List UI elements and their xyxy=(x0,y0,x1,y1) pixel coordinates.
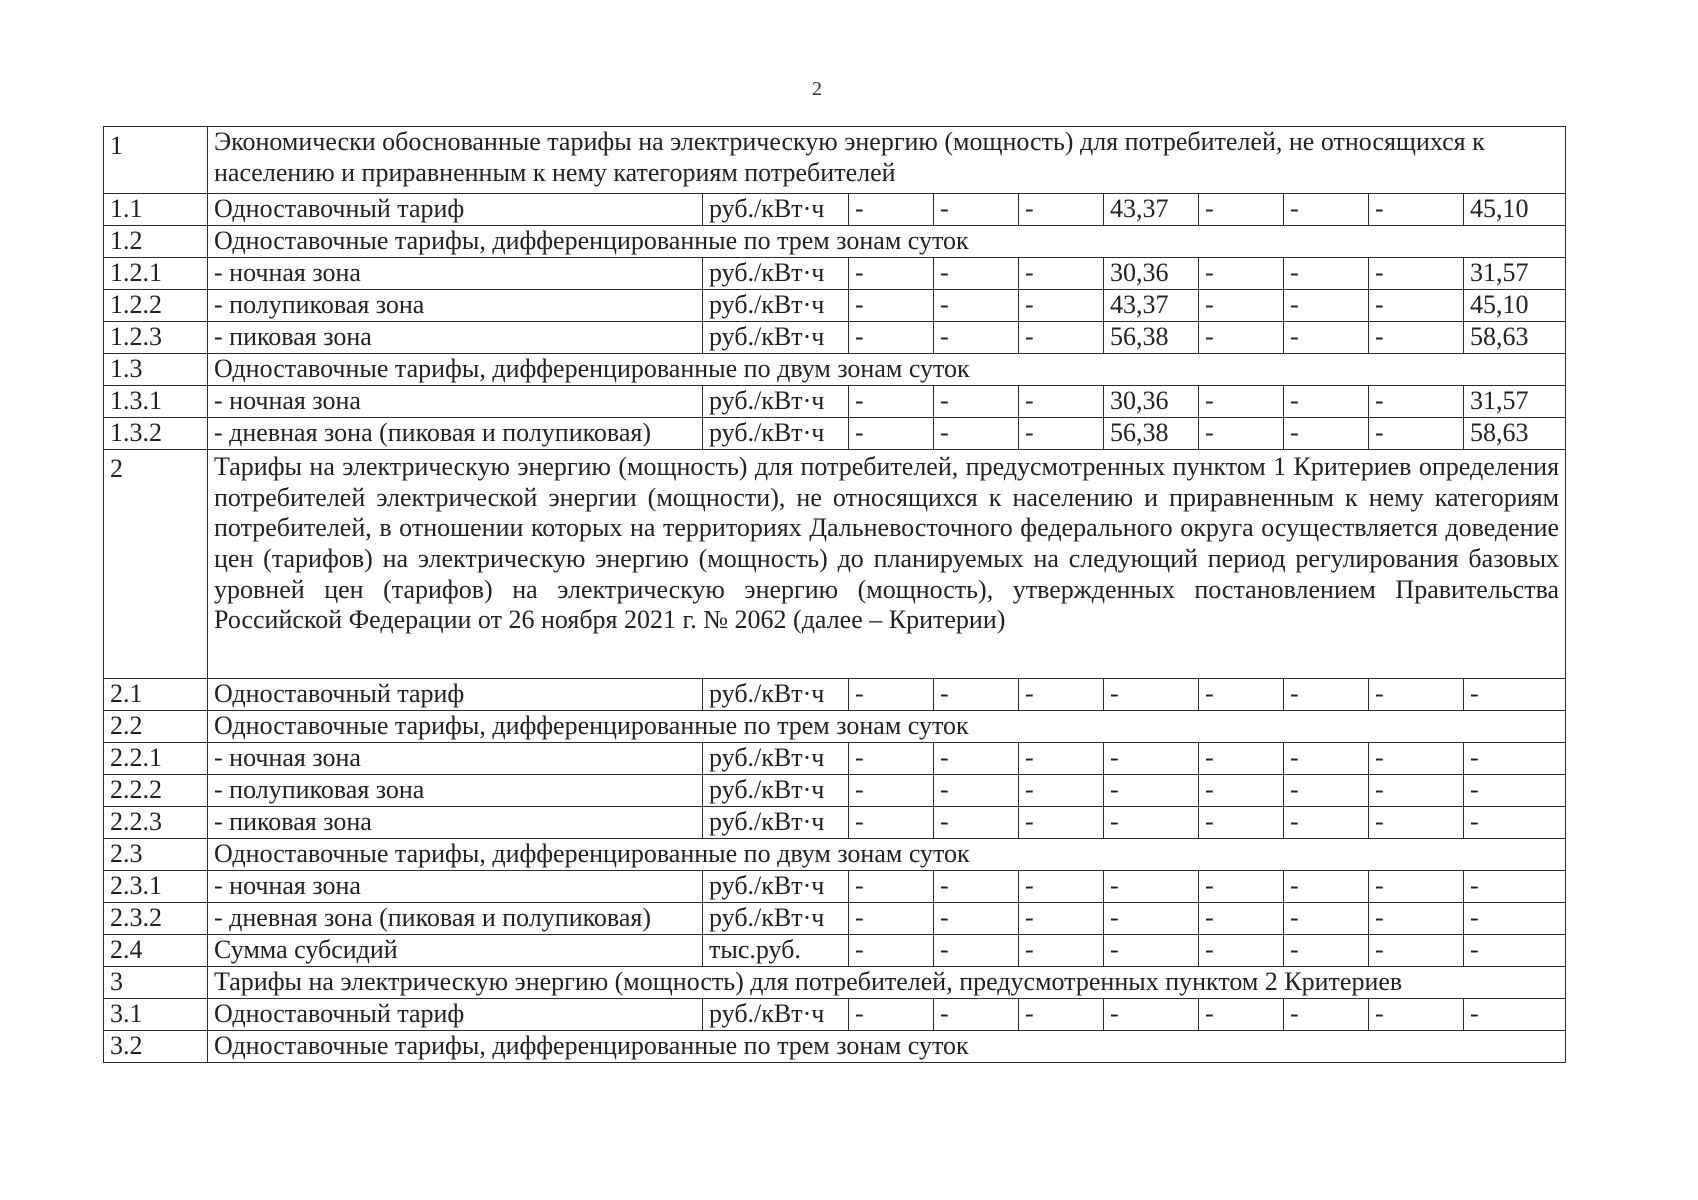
row-code: 1.2.1 xyxy=(104,258,208,290)
tariff-value-cell: - xyxy=(1199,418,1284,450)
tariff-value-cell: - xyxy=(1199,871,1284,903)
tariff-value-cell: - xyxy=(1019,194,1104,226)
row-unit: руб./кВт·ч xyxy=(703,290,849,322)
tariff-value-cell: - xyxy=(1369,903,1464,935)
tariff-value-cell: 58,63 xyxy=(1464,418,1566,450)
tariff-value-cell: - xyxy=(849,386,934,418)
row-unit: руб./кВт·ч xyxy=(703,743,849,775)
row-description: - дневная зона (пиковая и полупиковая) xyxy=(208,418,703,450)
tariff-value-cell: - xyxy=(1199,935,1284,967)
row-unit: руб./кВт·ч xyxy=(703,418,849,450)
tariff-value-cell: - xyxy=(849,290,934,322)
row-code: 2.2.1 xyxy=(104,743,208,775)
tariff-value-cell: - xyxy=(849,418,934,450)
row-unit: руб./кВт·ч xyxy=(703,903,849,935)
tariff-value-cell: - xyxy=(1464,903,1566,935)
row-code: 3 xyxy=(104,967,208,999)
row-code: 1.3.1 xyxy=(104,386,208,418)
table-row xyxy=(104,999,1566,1031)
tariff-value-cell: - xyxy=(1104,807,1199,839)
tariff-value-cell: - xyxy=(1104,743,1199,775)
tariff-value-cell: - xyxy=(1199,679,1284,711)
row-unit: руб./кВт·ч xyxy=(703,871,849,903)
table-row xyxy=(104,903,1566,935)
row-unit: руб./кВт·ч xyxy=(703,807,849,839)
row-code: 1.2.3 xyxy=(104,322,208,354)
page-number: 2 xyxy=(812,78,822,100)
tariff-value-cell: - xyxy=(1284,743,1369,775)
tariff-value-cell: - xyxy=(1104,935,1199,967)
tariff-value-cell: - xyxy=(934,194,1019,226)
row-description: Экономически обоснованные тарифы на электрическую энергию (мощность) для потребителей, не относящихся к населению и приравненным к нему категориям потребителей xyxy=(208,127,1566,194)
table-row xyxy=(104,871,1566,903)
tariff-value-cell: - xyxy=(1464,743,1566,775)
tariff-value-cell: 45,10 xyxy=(1464,194,1566,226)
table-row xyxy=(104,258,1566,290)
row-description: - полупиковая зона xyxy=(208,775,703,807)
table-row xyxy=(104,711,1566,743)
row-code: 2.1 xyxy=(104,679,208,711)
tariff-value-cell: - xyxy=(849,743,934,775)
tariff-value-cell: - xyxy=(849,999,934,1031)
row-description: - ночная зона xyxy=(208,743,703,775)
tariff-value-cell: - xyxy=(1019,807,1104,839)
row-code: 2 xyxy=(104,450,208,679)
tariff-value-cell: 43,37 xyxy=(1104,194,1199,226)
tariff-value-cell: - xyxy=(1284,194,1369,226)
tariff-value-cell: - xyxy=(934,807,1019,839)
row-code: 2.2.3 xyxy=(104,807,208,839)
tariff-value-cell: - xyxy=(1019,322,1104,354)
row-code: 1 xyxy=(104,127,208,194)
tariff-value-cell: - xyxy=(1369,999,1464,1031)
tariff-value-cell: - xyxy=(1019,743,1104,775)
tariff-value-cell: - xyxy=(1019,386,1104,418)
row-code: 3.1 xyxy=(104,999,208,1031)
tariff-table-body xyxy=(104,127,1566,1063)
row-unit: тыс.руб. xyxy=(703,935,849,967)
row-description: - дневная зона (пиковая и полупиковая) xyxy=(208,903,703,935)
tariff-value-cell: - xyxy=(1464,871,1566,903)
table-row xyxy=(104,775,1566,807)
tariff-value-cell: - xyxy=(1369,194,1464,226)
table-row xyxy=(104,743,1566,775)
tariff-value-cell: - xyxy=(849,679,934,711)
tariff-value-cell: - xyxy=(1284,775,1369,807)
tariff-value-cell: - xyxy=(1199,743,1284,775)
row-code: 2.3.2 xyxy=(104,903,208,935)
row-code: 1.2 xyxy=(104,226,208,258)
tariff-value-cell: - xyxy=(1284,807,1369,839)
tariff-value-cell: - xyxy=(1464,775,1566,807)
row-code: 2.2 xyxy=(104,711,208,743)
tariff-value-cell: 30,36 xyxy=(1104,258,1199,290)
tariff-value-cell: - xyxy=(1019,258,1104,290)
tariff-value-cell: - xyxy=(1464,679,1566,711)
table-row xyxy=(104,226,1566,258)
row-code: 2.4 xyxy=(104,935,208,967)
tariff-value-cell: - xyxy=(1019,418,1104,450)
tariff-value-cell: - xyxy=(1284,386,1369,418)
tariff-value-cell: 30,36 xyxy=(1104,386,1199,418)
tariff-value-cell: - xyxy=(849,807,934,839)
table-row xyxy=(104,418,1566,450)
tariff-value-cell: - xyxy=(1284,903,1369,935)
tariff-value-cell: - xyxy=(849,935,934,967)
table-row xyxy=(104,127,1566,194)
row-code: 2.2.2 xyxy=(104,775,208,807)
tariff-value-cell: - xyxy=(1369,418,1464,450)
tariff-value-cell: - xyxy=(1019,903,1104,935)
tariff-value-cell: - xyxy=(1104,775,1199,807)
row-description: Одноставочные тарифы, дифференцированные по трем зонам суток xyxy=(208,1031,1566,1063)
tariff-value-cell: 58,63 xyxy=(1464,322,1566,354)
tariff-value-cell: - xyxy=(1104,679,1199,711)
tariff-value-cell: - xyxy=(1019,290,1104,322)
tariff-value-cell: - xyxy=(1199,194,1284,226)
tariff-value-cell: 31,57 xyxy=(1464,258,1566,290)
tariff-value-cell: - xyxy=(934,679,1019,711)
tariff-value-cell: - xyxy=(1464,807,1566,839)
table-row xyxy=(104,450,1566,679)
tariff-value-cell: - xyxy=(934,322,1019,354)
tariff-value-cell: - xyxy=(934,258,1019,290)
tariff-value-cell: - xyxy=(1199,999,1284,1031)
row-unit: руб./кВт·ч xyxy=(703,386,849,418)
tariff-value-cell: - xyxy=(1199,258,1284,290)
row-description: Одноставочные тарифы, дифференцированные по трем зонам суток xyxy=(208,711,1566,743)
row-code: 1.2.2 xyxy=(104,290,208,322)
tariff-value-cell: - xyxy=(1199,775,1284,807)
tariff-value-cell: - xyxy=(1369,935,1464,967)
tariff-value-cell: - xyxy=(1199,386,1284,418)
tariff-value-cell: - xyxy=(1369,743,1464,775)
tariff-value-cell: - xyxy=(934,903,1019,935)
row-description: - полупиковая зона xyxy=(208,290,703,322)
tariff-value-cell: - xyxy=(1369,386,1464,418)
row-description: Одноставочный тариф xyxy=(208,194,703,226)
row-code: 1.3 xyxy=(104,354,208,386)
row-unit: руб./кВт·ч xyxy=(703,999,849,1031)
row-unit: руб./кВт·ч xyxy=(703,258,849,290)
tariff-value-cell: - xyxy=(849,775,934,807)
row-code: 2.3 xyxy=(104,839,208,871)
row-code: 3.2 xyxy=(104,1031,208,1063)
tariff-value-cell: - xyxy=(849,194,934,226)
tariff-value-cell: - xyxy=(849,871,934,903)
row-unit: руб./кВт·ч xyxy=(703,679,849,711)
table-row xyxy=(104,839,1566,871)
tariff-value-cell: - xyxy=(934,999,1019,1031)
tariff-value-cell: - xyxy=(1019,679,1104,711)
tariff-value-cell: - xyxy=(1104,903,1199,935)
row-description: - ночная зона xyxy=(208,871,703,903)
row-description: Одноставочный тариф xyxy=(208,679,703,711)
table-row xyxy=(104,807,1566,839)
tariff-value-cell: - xyxy=(1369,258,1464,290)
row-code: 1.1 xyxy=(104,194,208,226)
row-description: - ночная зона xyxy=(208,386,703,418)
tariff-value-cell: - xyxy=(1369,679,1464,711)
tariff-value-cell: - xyxy=(934,290,1019,322)
tariff-value-cell: 56,38 xyxy=(1104,322,1199,354)
tariff-value-cell: - xyxy=(1284,679,1369,711)
row-code: 2.3.1 xyxy=(104,871,208,903)
row-description: Одноставочные тарифы, дифференцированные по двум зонам суток xyxy=(208,354,1566,386)
tariff-value-cell: - xyxy=(934,871,1019,903)
row-unit: руб./кВт·ч xyxy=(703,775,849,807)
tariff-value-cell: - xyxy=(1284,418,1369,450)
tariff-value-cell: - xyxy=(1019,775,1104,807)
tariff-table xyxy=(103,126,1566,1063)
tariff-value-cell: - xyxy=(1369,775,1464,807)
tariff-value-cell: - xyxy=(1464,935,1566,967)
table-row xyxy=(104,194,1566,226)
tariff-value-cell: - xyxy=(1284,290,1369,322)
tariff-value-cell: - xyxy=(1369,807,1464,839)
tariff-value-cell: - xyxy=(1284,935,1369,967)
table-row xyxy=(104,290,1566,322)
row-code: 1.3.2 xyxy=(104,418,208,450)
tariff-value-cell: - xyxy=(1369,871,1464,903)
tariff-value-cell: - xyxy=(1019,999,1104,1031)
table-row xyxy=(104,967,1566,999)
tariff-value-cell: - xyxy=(849,903,934,935)
tariff-value-cell: 45,10 xyxy=(1464,290,1566,322)
row-description: Сумма субсидий xyxy=(208,935,703,967)
tariff-value-cell: - xyxy=(1199,290,1284,322)
tariff-value-cell: - xyxy=(934,386,1019,418)
tariff-value-cell: - xyxy=(1369,322,1464,354)
tariff-value-cell: 43,37 xyxy=(1104,290,1199,322)
tariff-value-cell: - xyxy=(934,775,1019,807)
tariff-value-cell: - xyxy=(1199,903,1284,935)
table-row xyxy=(104,386,1566,418)
row-description: Одноставочные тарифы, дифференцированные по трем зонам суток xyxy=(208,226,1566,258)
table-row xyxy=(104,354,1566,386)
tariff-value-cell: - xyxy=(1104,871,1199,903)
table-row xyxy=(104,322,1566,354)
tariff-value-cell: - xyxy=(1464,999,1566,1031)
tariff-value-cell: - xyxy=(934,418,1019,450)
table-row xyxy=(104,1031,1566,1063)
tariff-value-cell: - xyxy=(1199,807,1284,839)
tariff-value-cell: - xyxy=(1104,999,1199,1031)
row-unit: руб./кВт·ч xyxy=(703,194,849,226)
tariff-value-cell: - xyxy=(934,743,1019,775)
tariff-value-cell: - xyxy=(1284,871,1369,903)
tariff-value-cell: 56,38 xyxy=(1104,418,1199,450)
table-row xyxy=(104,935,1566,967)
row-description: Одноставочные тарифы, дифференцированные по двум зонам суток xyxy=(208,839,1566,871)
tariff-value-cell: - xyxy=(1284,258,1369,290)
row-description: Одноставочный тариф xyxy=(208,999,703,1031)
row-description: - пиковая зона xyxy=(208,807,703,839)
tariff-value-cell: - xyxy=(1369,290,1464,322)
tariff-value-cell: - xyxy=(1019,871,1104,903)
tariff-value-cell: - xyxy=(934,935,1019,967)
tariff-value-cell: - xyxy=(849,258,934,290)
row-description: - ночная зона xyxy=(208,258,703,290)
row-description: - пиковая зона xyxy=(208,322,703,354)
tariff-value-cell: - xyxy=(1284,999,1369,1031)
row-description: Тарифы на электрическую энергию (мощность) для потребителей, предусмотренных пунктом 1 Критериев определения потребителей электрической энергии (мощности), не относящихся к населению и приравненным к нему категориям потребителей, в отношении которых на территориях Дальневосточного федерального округа осуществляется доведение цен (тарифов) на электрическую энергию (мощность) до планируемых на следующий период регулирования базовых уровней цен (тарифов) на электрическую энергию (мощность), утвержденных постановлением Правительства Российской Федерации от 26 ноября 2021 г. № 2062 (далее – Критерии) xyxy=(208,450,1566,679)
tariff-value-cell: 31,57 xyxy=(1464,386,1566,418)
tariff-value-cell: - xyxy=(849,322,934,354)
row-unit: руб./кВт·ч xyxy=(703,322,849,354)
row-description: Тарифы на электрическую энергию (мощность) для потребителей, предусмотренных пунктом 2 Критериев xyxy=(208,967,1566,999)
tariff-value-cell: - xyxy=(1019,935,1104,967)
table-row xyxy=(104,679,1566,711)
tariff-value-cell: - xyxy=(1284,322,1369,354)
tariff-value-cell: - xyxy=(1199,322,1284,354)
